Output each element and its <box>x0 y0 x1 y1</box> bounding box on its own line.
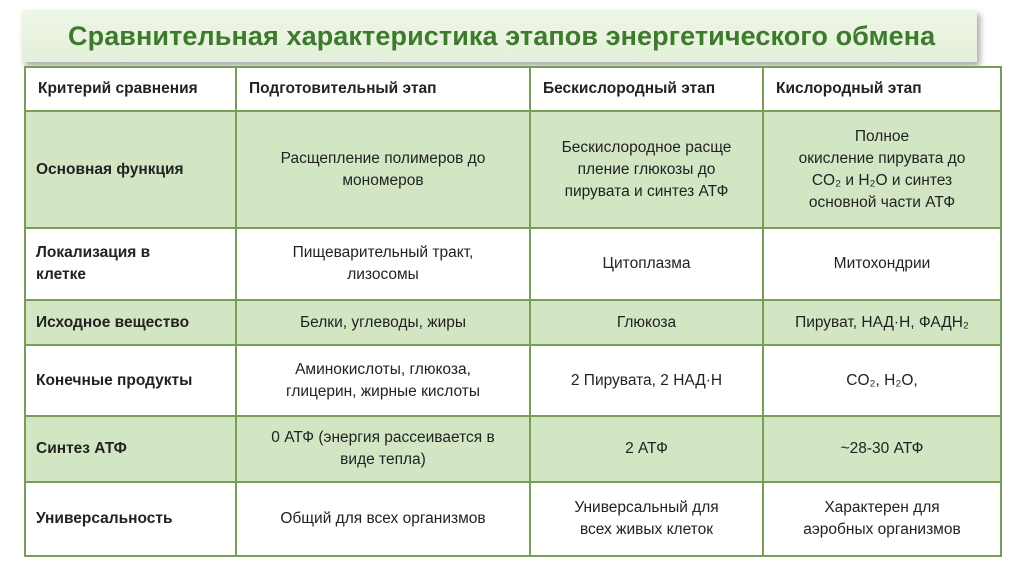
cell-aerobic: Полное окисление пирувата до CO₂ и H₂O и синтез основной части АТФ <box>763 111 1001 228</box>
cell-anaerobic: Универсальный для всех живых клеток <box>530 482 763 556</box>
header-cell-criterion: Критерий сравнения <box>25 67 236 111</box>
cell-preparatory: 0 АТФ (энергия рассеивается в виде тепла) <box>236 416 530 482</box>
row-criterion: Исходное вещество <box>25 300 236 345</box>
cell-aerobic: Митохондрии <box>763 228 1001 300</box>
cell-preparatory: Пищеварительный тракт, лизосомы <box>236 228 530 300</box>
table-row <box>25 345 1001 416</box>
row-criterion: Локализация в клетке <box>25 228 236 300</box>
cell-anaerobic: Цитоплазма <box>530 228 763 300</box>
comparison-table <box>24 66 1002 557</box>
cell-anaerobic: Глюкоза <box>530 300 763 345</box>
table-row <box>25 482 1001 556</box>
header-cell-anaerobic: Бескислородный этап <box>530 67 763 111</box>
cell-preparatory: Расщепление полимеров до мономеров <box>236 111 530 228</box>
table-header-row <box>25 67 1001 111</box>
table-row <box>25 300 1001 345</box>
cell-aerobic: CO₂, H₂O, <box>763 345 1001 416</box>
cell-aerobic: Характерен для аэробных организмов <box>763 482 1001 556</box>
header-cell-aerobic: Кислородный этап <box>763 67 1001 111</box>
title-bar <box>22 10 977 62</box>
cell-aerobic: ~28-30 АТФ <box>763 416 1001 482</box>
table-row <box>25 111 1001 228</box>
cell-preparatory: Белки, углеводы, жиры <box>236 300 530 345</box>
cell-anaerobic: Бескислородное расще пление глюкозы до пирувата и синтез АТФ <box>530 111 763 228</box>
table-row <box>25 416 1001 482</box>
cell-aerobic: Пируват, НАД·Н, ФАДН₂ <box>763 300 1001 345</box>
row-criterion: Конечные продукты <box>25 345 236 416</box>
cell-anaerobic: 2 АТФ <box>530 416 763 482</box>
row-criterion: Синтез АТФ <box>25 416 236 482</box>
cell-preparatory: Аминокислоты, глюкоза, глицерин, жирные кислоты <box>236 345 530 416</box>
table-row <box>25 228 1001 300</box>
cell-preparatory: Общий для всех организмов <box>236 482 530 556</box>
header-cell-preparatory: Подготовительный этап <box>236 67 530 111</box>
page-title: Сравнительная характеристика этапов энергетического обмена <box>68 20 936 51</box>
row-criterion: Основная функция <box>25 111 236 228</box>
cell-anaerobic: 2 Пирувата, 2 НАД·Н <box>530 345 763 416</box>
row-criterion: Универсальность <box>25 482 236 556</box>
